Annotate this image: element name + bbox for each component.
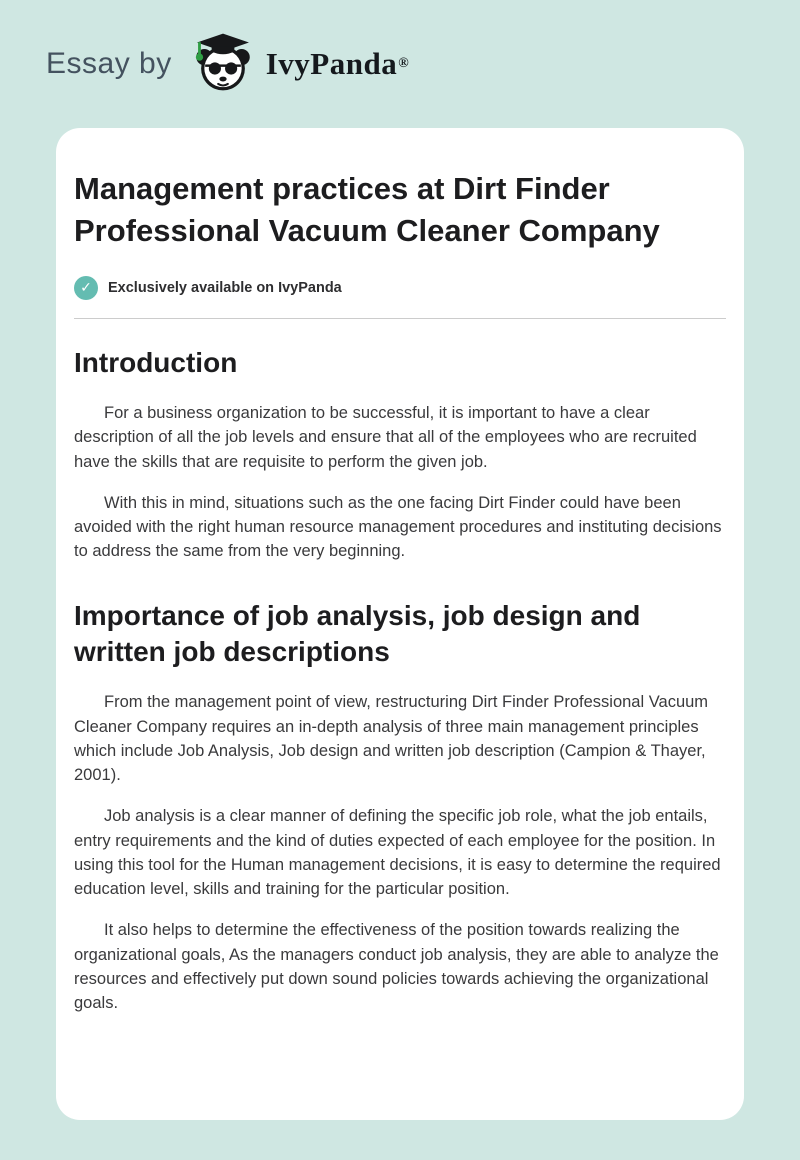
- section-introduction: [74, 345, 726, 564]
- section-heading: Introduction: [74, 346, 238, 378]
- section-importance: [74, 598, 726, 1016]
- brand-name: IvyPanda: [265, 46, 398, 81]
- paragraph: With this in mind, situations such as the one facing Dirt Finder could have been avoided with the right human resource management procedures and instituting decisions to address the same from the very beginning.: [74, 493, 722, 561]
- essay-card: [56, 128, 744, 1120]
- page-title: Management practices at Dirt Finder Professional Vacuum Cleaner Company: [74, 171, 660, 248]
- divider: [74, 318, 726, 319]
- section-heading: Importance of job analysis, job design and written job descriptions: [74, 599, 641, 667]
- paragraph: Job analysis is a clear manner of defining the specific job role, what the job entails, entry requirements and the kind of duties expected of each employee for the position. In using this tool for the Human management decisions, it is easy to determine the required education level, skills and training for the particular position.: [74, 807, 721, 899]
- site-header: [0, 0, 800, 128]
- registered-mark: ®: [398, 56, 409, 71]
- paragraph: It also helps to determine the effectiveness of the position towards realizing the organizational goals, As the managers conduct job analysis, they are able to analyze the resources and effectively put down sound policies towards achieving the organizational goals.: [74, 921, 719, 1013]
- ivypanda-logo-link[interactable]: [190, 32, 409, 97]
- paragraph: From the management point of view, restructuring Dirt Finder Professional Vacuum Cleaner Company requires an in-depth analysis of three main management principles which include Job Analysis, Job design and written job description (Campion & Thayer, 2001).: [74, 693, 709, 785]
- paragraph: For a business organization to be successful, it is important to have a clear description of all the job levels and ensure that all of the employees who are recruited have the skills that are requisite to perform the given job.: [74, 404, 697, 471]
- availability-label: Exclusively available on IvyPanda: [108, 279, 342, 296]
- availability-row: [74, 276, 726, 300]
- panda-graduate-logo-icon: [190, 32, 256, 97]
- essay-by-label: Essay by: [46, 47, 172, 80]
- check-circle-icon: ✓: [74, 276, 98, 300]
